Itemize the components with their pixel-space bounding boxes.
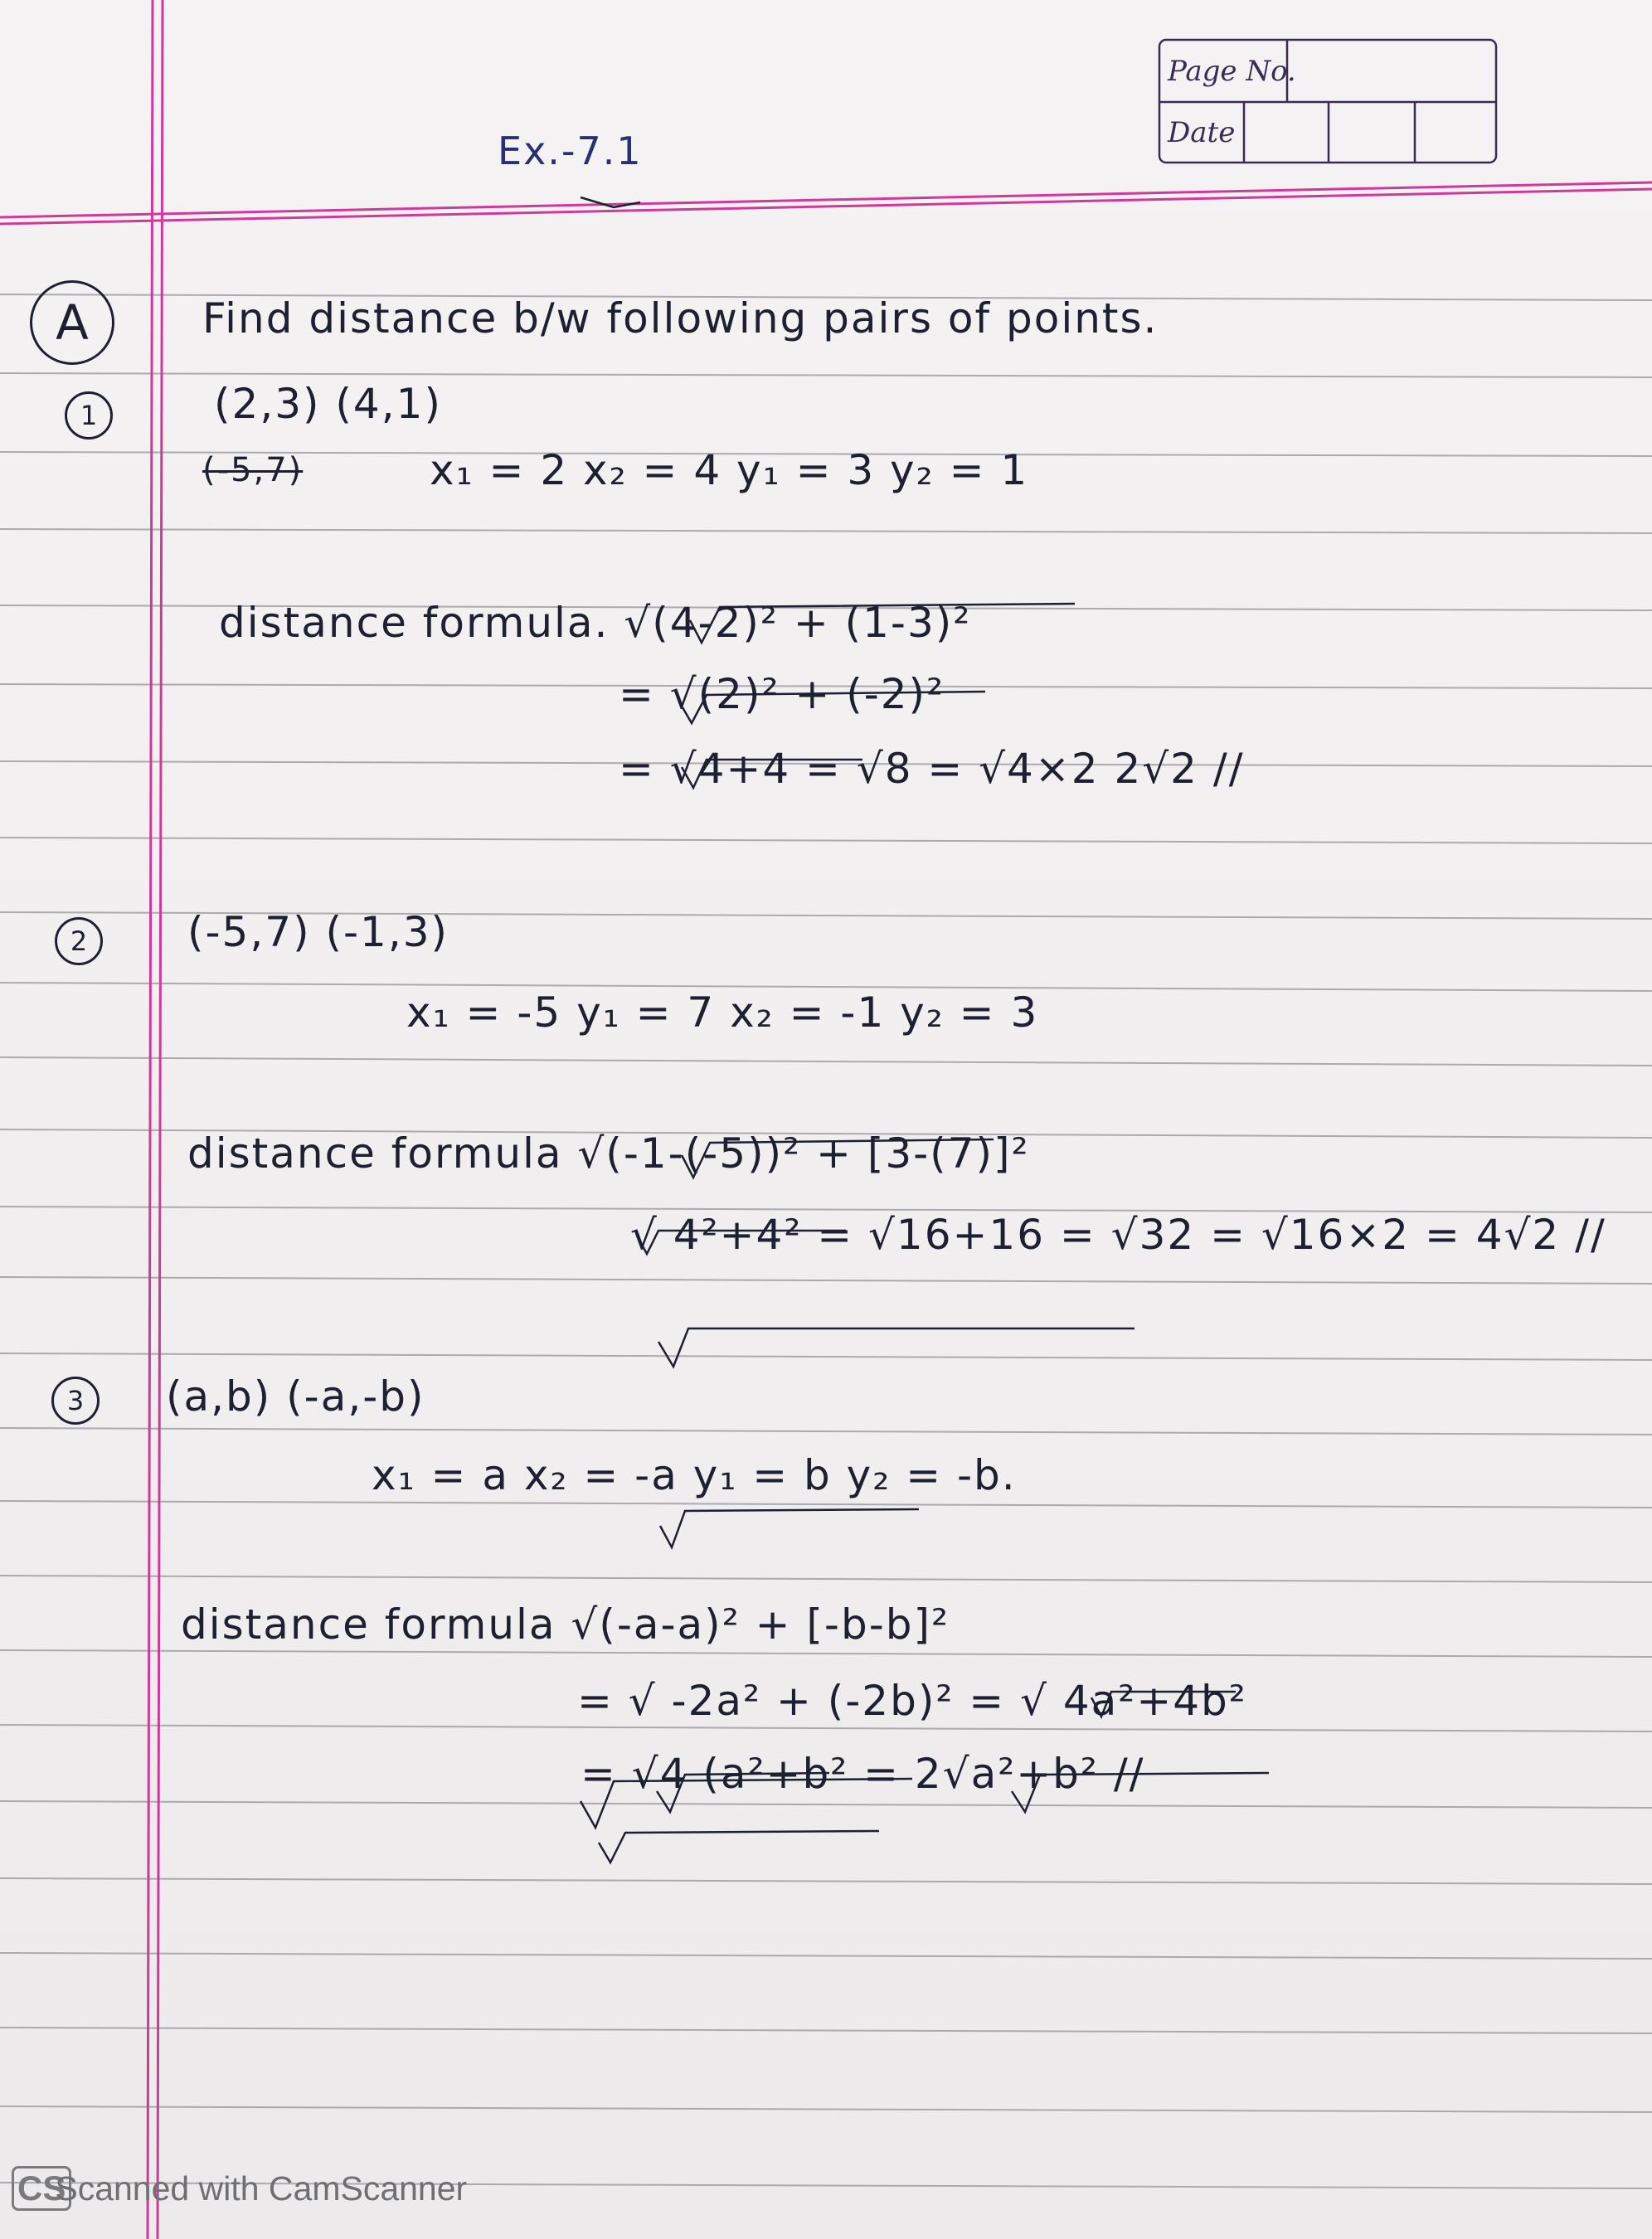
camscanner-watermark <box>12 2166 467 2211</box>
step-line: = √4 (a²+b² = 2√a²+b² // <box>581 1750 1145 1798</box>
instruction-text: Find distance b/w following pairs of points. <box>202 294 1159 342</box>
step-line: √ 4²+4² = √16+16 = √32 = √16×2 = 4√2 // <box>630 1211 1606 1259</box>
struck-note: (-5,7) <box>202 451 304 489</box>
problem-points: (2,3) (4,1) <box>214 380 442 428</box>
step-line: = √ -2a² + (-2b)² = √ 4a²+4b² <box>577 1677 1247 1725</box>
section-marker: A <box>30 280 114 365</box>
step-line: distance formula √(-1-(-5))² + [3-(7)]² <box>187 1129 1030 1178</box>
step-line: = √(2)² + (-2)² <box>619 670 945 718</box>
problem-values: x₁ = 2 x₂ = 4 y₁ = 3 y₂ = 1 <box>430 446 1029 494</box>
problem-values: x₁ = -5 y₁ = 7 x₂ = -1 y₂ = 3 <box>406 988 1039 1037</box>
exercise-title: Ex.-7.1 <box>498 129 643 173</box>
step-line: distance formula √(-a-a)² + [-b-b]² <box>181 1600 950 1649</box>
problem-points: (-5,7) (-1,3) <box>187 908 449 956</box>
date-label: Date <box>1168 116 1236 149</box>
problem-number: 1 <box>65 391 113 440</box>
step-line: distance formula. √(4-2)² + (1-3)² <box>219 599 972 647</box>
watermark-text: Scanned with CamScanner <box>55 2169 468 2207</box>
step-line: = √4+4 = √8 = √4×2 2√2 // <box>619 745 1245 793</box>
camscanner-logo: CS <box>12 2166 71 2211</box>
problem-number: 3 <box>51 1377 100 1425</box>
page-no-label: Page No. <box>1168 55 1296 88</box>
problem-number: 2 <box>55 917 103 965</box>
problem-values: x₁ = a x₂ = -a y₁ = b y₂ = -b. <box>372 1451 1017 1499</box>
problem-points: (a,b) (-a,-b) <box>166 1372 425 1421</box>
